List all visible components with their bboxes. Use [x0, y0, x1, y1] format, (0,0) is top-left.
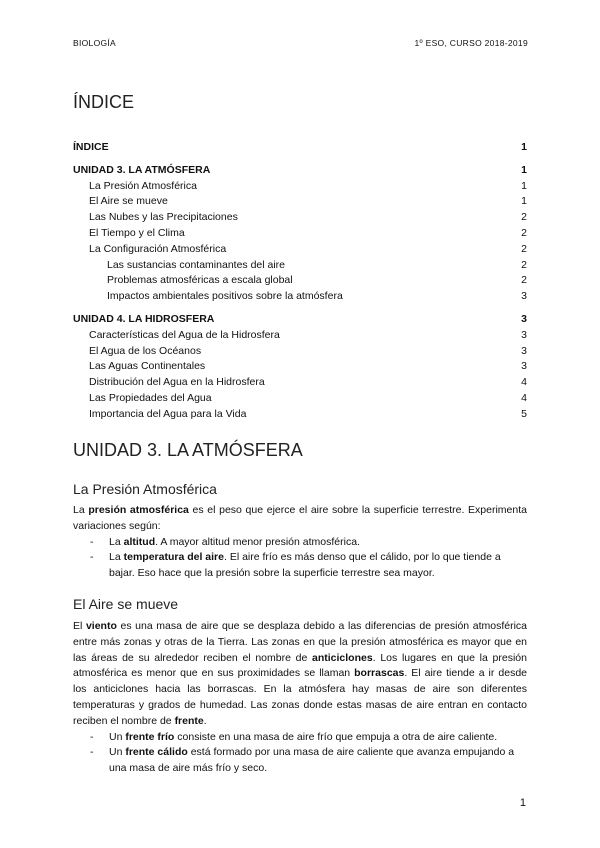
- toc-entry-label: Características del Agua de la Hidrosfera: [89, 328, 280, 341]
- toc-entry-label: UNIDAD 3. LA ATMÓSFERA: [73, 163, 211, 176]
- list-item: - Un frente frío consiste en una masa de aire frío que empuja a otra de aire caliente.: [90, 730, 498, 743]
- toc-entry[interactable]: [73, 226, 527, 242]
- toc-entry-label: La Presión Atmosférica: [89, 179, 197, 192]
- toc-entry-page: 5: [521, 407, 527, 420]
- index-title: ÍNDICE: [73, 92, 135, 112]
- toc-entry-label: ÍNDICE: [73, 141, 109, 153]
- toc-entry[interactable]: [73, 258, 527, 274]
- toc-entry[interactable]: [73, 179, 527, 195]
- toc-entry[interactable]: [73, 344, 527, 360]
- toc-entry-label: Las Aguas Continentales: [89, 360, 206, 373]
- list-item: - Un frente cálido está formado por una masa de aire caliente que avanza empujando a una masa de aire más frío y seco.: [90, 746, 515, 775]
- toc-entry[interactable]: [73, 312, 527, 328]
- aire-section: [73, 619, 527, 777]
- header-course: 1º ESO, CURSO 2018-2019: [414, 38, 528, 48]
- toc-entry-page: 3: [521, 312, 527, 325]
- toc-entry-page: 4: [521, 391, 527, 404]
- toc-entry-page: 2: [521, 258, 527, 271]
- toc-entry-page: 2: [521, 274, 527, 287]
- presion-title: La Presión Atmosférica: [73, 481, 217, 497]
- toc-entry[interactable]: [73, 140, 527, 156]
- toc-entry-page: 1: [521, 141, 527, 153]
- toc-entry-page: 3: [521, 328, 527, 341]
- toc-entry-label: Distribución del Agua en la Hidrosfera: [89, 376, 265, 389]
- toc-entry-label: Importancia del Agua para la Vida: [89, 407, 247, 420]
- toc-entry-page: 2: [521, 211, 527, 224]
- toc-entry[interactable]: [73, 289, 527, 305]
- list-item: - La altitud. A mayor altitud menor presión atmosférica.: [90, 535, 360, 548]
- list-item: - La temperatura del aire. El aire frío es más denso que el cálido, por lo que tiende a bajar. Eso hace que la presión sobre la superficie terrestre sea mayor.: [90, 551, 501, 580]
- toc-entry-label: UNIDAD 4. LA HIDROSFERA: [73, 312, 215, 325]
- toc-entry[interactable]: [73, 391, 527, 407]
- toc-entry[interactable]: [73, 407, 527, 423]
- aire-title: El Aire se mueve: [73, 596, 179, 612]
- toc-entry[interactable]: [73, 359, 527, 375]
- toc-entry-label: Impactos ambientales positivos sobre la atmósfera: [107, 290, 343, 303]
- toc-entry[interactable]: [73, 375, 527, 391]
- toc-entry[interactable]: [73, 194, 527, 210]
- toc-entry-label: La Configuración Atmosférica: [89, 242, 227, 255]
- page-number: 1: [519, 797, 526, 809]
- table-of-contents: [73, 140, 527, 423]
- header-subject: BIOLOGÍA: [73, 38, 117, 48]
- toc-entry-label: Las Nubes y las Precipitaciones: [89, 211, 238, 224]
- presion-paragraph: La presión atmosférica es el peso que ejerce el aire sobre la superficie terrestre. Experimenta variaciones según:: [73, 504, 527, 532]
- toc-entry-label: Las Propiedades del Agua: [89, 391, 212, 404]
- toc-entry-page: 1: [521, 195, 527, 208]
- toc-entry-page: 4: [521, 376, 527, 389]
- unit3-title: UNIDAD 3. LA ATMÓSFERA: [73, 440, 303, 460]
- toc-entry-page: 1: [521, 179, 527, 192]
- toc-entry-page: 3: [521, 290, 527, 303]
- toc-entry-page: 1: [521, 163, 527, 176]
- toc-entry-label: El Tiempo y el Clima: [89, 226, 185, 239]
- toc-entry[interactable]: [73, 210, 527, 226]
- presion-section: [73, 503, 527, 582]
- toc-entry-page: 2: [521, 242, 527, 255]
- toc-entry[interactable]: [73, 163, 527, 179]
- toc-entry-page: 3: [521, 360, 527, 373]
- aire-paragraph: El viento es una masa de aire que se desplaza debido a las diferencias de presión atmosférica entre más zonas y otras de la Tierra. Las zonas en que la presión atmosférica es mayor que en las áreas de su alrededor reciben el nombre de anticiclones. Los lugares en que la presión atmosférica es menor que en sus proximidades se llaman borrascas. El aire tiende a ir desde los anticiclones hacia las borrascas. En la atmósfera hay masas de aire son diferentes temperaturas y grados de humedad. Las zonas donde estas masas de aire entran en contacto reciben el nombre de frente.: [73, 620, 527, 727]
- toc-entry[interactable]: [73, 242, 527, 258]
- toc-entry[interactable]: [73, 273, 527, 289]
- toc-entry-label: El Agua de los Océanos: [89, 344, 202, 357]
- toc-entry-page: 2: [521, 226, 527, 239]
- toc-entry[interactable]: [73, 328, 527, 344]
- toc-entry-page: 3: [521, 344, 527, 357]
- toc-entry-label: Las sustancias contaminantes del aire: [107, 258, 286, 271]
- toc-entry-label: Problemas atmosféricas a escala global: [107, 274, 293, 287]
- toc-entry-label: El Aire se mueve: [89, 195, 168, 208]
